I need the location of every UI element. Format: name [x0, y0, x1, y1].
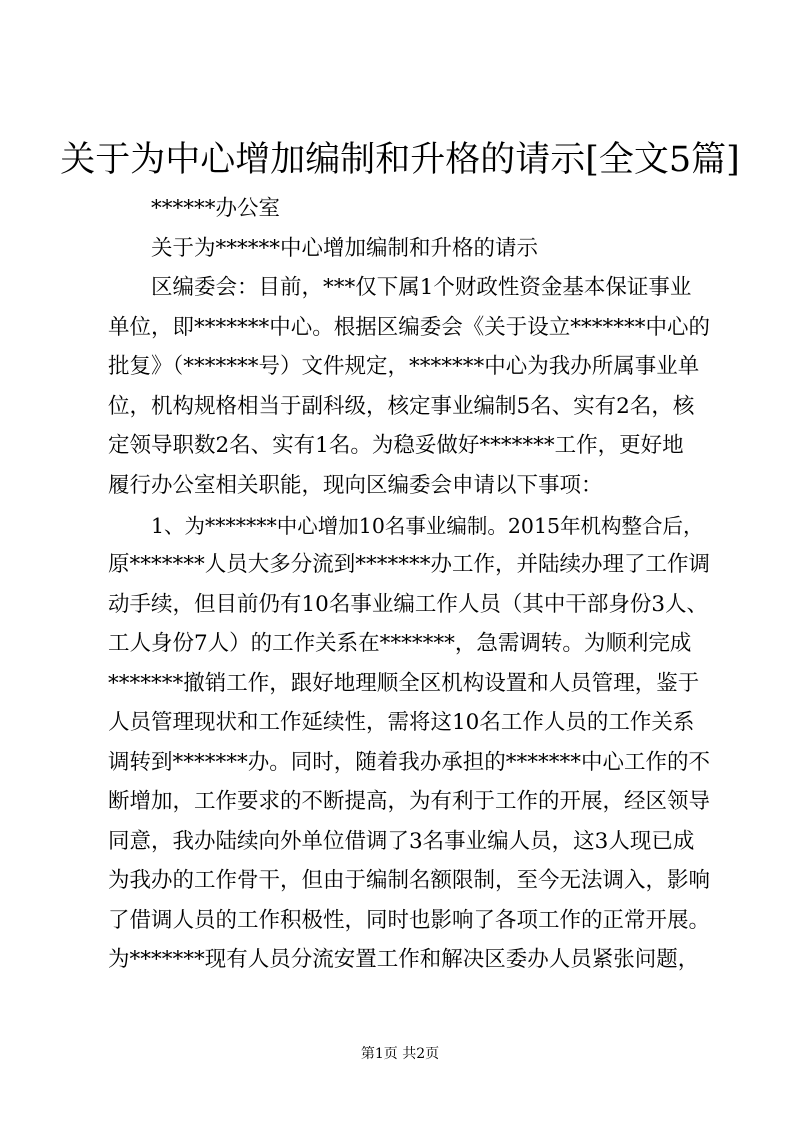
paragraph-line: 工人身份7人）的工作关系在*******，急需调转。为顺利完成 — [108, 631, 692, 656]
paragraph-line: 位，机构规格相当于副科级，核定事业编制5名、实有2名，核 — [108, 394, 695, 419]
paragraph-line: 批复》（*******号）文件规定，*******中心为我办所属事业单 — [108, 354, 700, 379]
paragraph-line: 了借调人员的工作积极性，同时也影响了各项工作的正常开展。 — [108, 908, 711, 933]
paragraph-line: 断增加，工作要求的不断提高，为有利于工作的开展，经区领导 — [108, 789, 711, 814]
paragraph-line: 为我办的工作骨干，但由于编制名额限制，至今无法调入，影响 — [108, 868, 711, 893]
paragraph-line: 为*******现有人员分流安置工作和解决区委办人员紧张问题， — [108, 947, 700, 972]
sender-line: ******办公室 — [151, 196, 281, 221]
document-title: 关于为中心增加编制和升格的请示[全文5篇] — [60, 140, 740, 180]
paragraph-line: 区编委会：目前，***仅下属1个财政性资金基本保证事业 — [151, 275, 692, 300]
paragraph-line: 动手续，但目前仍有10名事业编工作人员（其中干部身份3人、 — [108, 592, 709, 617]
subject-line: 关于为******中心增加编制和升格的请示 — [151, 236, 539, 261]
paragraph-line: 人员管理现状和工作延续性，需将这10名工作人员的工作关系 — [108, 710, 695, 735]
paragraph-line: 定领导职数2名、实有1名。为稳妥做好*******工作，更好地 — [108, 433, 684, 458]
paragraph-line: 履行办公室相关职能，现向区编委会申请以下事项： — [108, 473, 603, 498]
paragraph-line: 同意，我办陆续向外单位借调了3名事业编人员，这3人现已成 — [108, 829, 695, 854]
paragraph-line: 调转到*******办。同时，随着我办承担的*******中心工作的不 — [108, 750, 711, 775]
page-number-footer: 第1页 共2页 — [360, 1046, 440, 1062]
paragraph-line: *******撤销工作，跟好地理顺全区机构设置和人员管理，鉴于 — [108, 671, 700, 696]
paragraph-line: 1、为*******中心增加10名事业编制。2015年机构整合后， — [151, 514, 704, 538]
paragraph-line: 单位，即*******中心。根据区编委会《关于设立*******中心的 — [108, 315, 711, 340]
paragraph-line: 原*******人员大多分流到*******办工作，并陆续办理了工作调 — [108, 552, 711, 577]
